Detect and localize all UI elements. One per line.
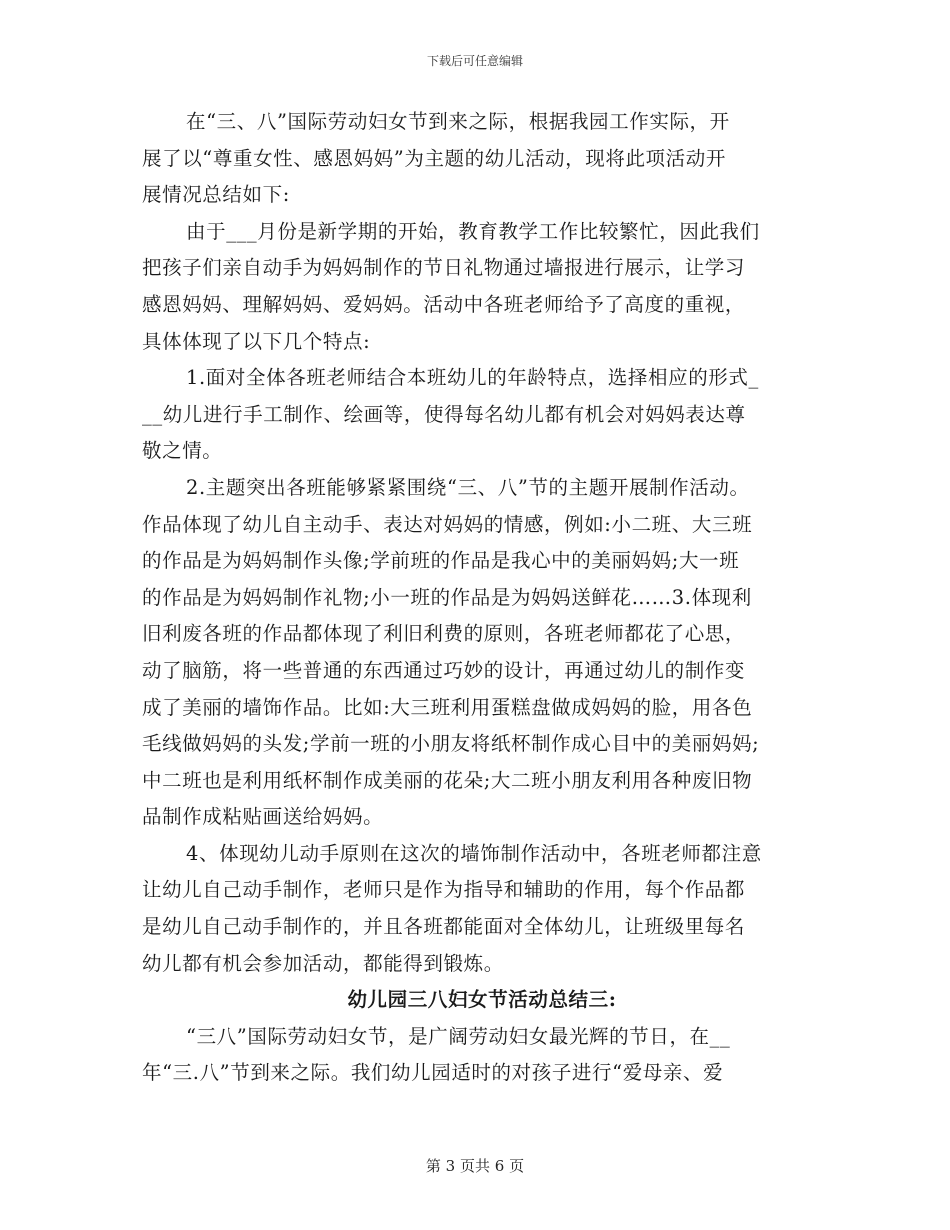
- page-footer: 第 3 页共 6 页: [425, 1157, 525, 1175]
- paragraph-block: [142, 1019, 812, 1092]
- text-line: 展了以“尊重女性、感恩妈妈”为主题的幼儿活动，现将此项活动开: [142, 146, 726, 170]
- text-line: 幼儿都有机会参加活动，都能得到锻炼。: [142, 951, 504, 975]
- text-line: __幼儿进行手工制作、绘画等，使得每名幼儿都有机会对妈妈表达尊: [142, 402, 746, 426]
- text-line: 2.主题突出各班能够紧紧围绕“三、八”节的主题开展制作活动。: [186, 475, 750, 499]
- document-body: [142, 104, 812, 1092]
- text-line: 中二班也是利用纸杯制作成美丽的花朵;大二班小朋友利用各种废旧物: [142, 768, 753, 792]
- page-header: 下载后可任意编辑: [426, 54, 523, 68]
- text-line: 让幼儿自己动手制作，老师只是作为指导和辅助的作用，每个作品都: [142, 878, 746, 902]
- text-line: 在“三、八”国际劳动妇女节到来之际，根据我园工作实际，开: [186, 110, 730, 133]
- text-line: 年“三.八”节到来之际。我们幼儿园适时的对孩子进行“爱母亲、爱: [142, 1061, 724, 1085]
- text-line: 具体体现了以下几个特点:: [142, 329, 371, 353]
- text-line: 品制作成粘贴画送给妈妈。: [142, 805, 384, 829]
- text-line: 旧利废各班的作品都体现了利旧利费的原则，各班老师都花了心思，: [142, 622, 746, 646]
- text-line: 的作品是为妈妈制作礼物;小一班的作品是为妈妈送鲜花……3.体现利: [142, 585, 752, 609]
- text-line: 的作品是为妈妈制作头像;学前班的作品是我心中的美丽妈妈;大一班: [142, 549, 740, 573]
- text-line: “三八”国际劳动妇女节，是广阔劳动妇女最光辉的节日，在__: [186, 1024, 731, 1048]
- text-line: 敬之情。: [142, 439, 223, 463]
- text-line: 把孩子们亲自动手为妈妈制作的节日礼物通过墙报进行展示，让学习: [142, 256, 746, 280]
- paragraph-block: [142, 104, 812, 982]
- text-line: 1.面对全体各班老师结合本班幼儿的年龄特点，选择相应的形式_: [186, 366, 759, 390]
- text-line: 感恩妈妈、理解妈妈、爱妈妈。活动中各班老师给予了高度的重视，: [142, 292, 746, 316]
- text-line: 是幼儿自己动手制作的，并且各班都能面对全体幼儿，让班级里每名: [142, 915, 746, 939]
- text-line: 成了美丽的墙饰作品。比如:大三班利用蛋糕盘做成妈妈的脸，用各色: [142, 695, 753, 719]
- text-line: 由于___月份是新学期的开始，教育教学工作比较繁忙，因此我们: [186, 219, 760, 243]
- section-heading: 幼儿园三八妇女节活动总结三:: [347, 988, 617, 1012]
- text-line: 毛线做妈妈的头发;学前一班的小朋友将纸杯制作成心目中的美丽妈妈;: [142, 732, 760, 756]
- text-line: 动了脑筋，将一些普通的东西通过巧妙的设计，再通过幼儿的制作变: [142, 658, 746, 682]
- text-line: 4、体现幼儿动手原则在这次的墙饰制作活动中，各班老师都注意: [186, 841, 762, 865]
- text-line: 展情况总结如下:: [142, 183, 290, 207]
- text-line: 作品体现了幼儿自主动手、表达对妈妈的情感，例如:小二班、大三班: [142, 512, 753, 536]
